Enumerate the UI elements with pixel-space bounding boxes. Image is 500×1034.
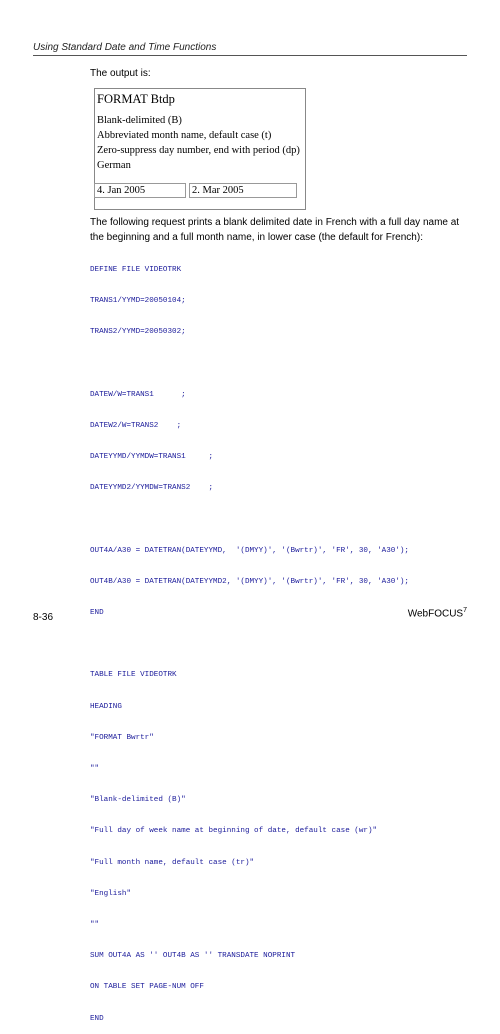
code-line: "" xyxy=(90,765,100,774)
code-line: DATEW2/W=TRANS2 ; xyxy=(90,421,182,430)
code-line: DATEYYMD2/YYMDW=TRANS2 ; xyxy=(90,484,214,493)
code-line: "" xyxy=(90,921,100,930)
code-line xyxy=(90,358,409,368)
output-line: Blank-delimited (B) xyxy=(97,115,182,126)
code-line: "Blank-delimited (B)" xyxy=(90,796,186,805)
code-line: END xyxy=(90,1014,104,1023)
code-line: DEFINE FILE VIDEOTRK xyxy=(90,265,182,274)
code-line: END xyxy=(90,609,104,618)
description-paragraph: The following request prints a blank delimited date in French with a full day name at the beginning and a full month name, in lower case (the default for French): xyxy=(90,217,460,243)
code-line: "Full day of week name at beginning of date, default case (wr)" xyxy=(90,827,378,836)
code-line: TRANS1/YYMD=20050104; xyxy=(90,297,186,306)
code-line: "FORMAT Bwrtr" xyxy=(90,733,154,742)
product-version: 7 xyxy=(463,607,467,614)
output-line: Abbreviated month name, default case (t) xyxy=(97,130,272,141)
code-line: OUT4A/A30 = DATETRAN(DATEYYMD, '(DMYY)', '(Bwrtr)', 'FR', 30, 'A30'); xyxy=(90,546,409,555)
code-listing xyxy=(90,244,409,1034)
code-line: DATEW/W=TRANS1 ; xyxy=(90,390,186,399)
code-line: SUM OUT4A AS '' OUT4B AS '' TRANSDATE NOPRINT xyxy=(90,952,296,961)
running-header: Using Standard Date and Time Functions xyxy=(33,42,217,53)
output-line: German xyxy=(97,160,131,171)
intro-text: The output is: xyxy=(90,68,151,79)
code-line: HEADING xyxy=(90,702,122,711)
code-line xyxy=(90,514,409,524)
output-cell: 4. Jan 2005 xyxy=(94,183,186,198)
header-rule xyxy=(33,55,467,56)
output-title: FORMAT Btdp xyxy=(97,92,175,106)
code-line: ON TABLE SET PAGE-NUM OFF xyxy=(90,983,204,992)
code-line: "Full month name, default case (tr)" xyxy=(90,858,255,867)
product-label: WebFOCUS xyxy=(407,608,464,620)
output-line: Zero-suppress day number, end with period (dp) xyxy=(97,145,300,156)
code-line: DATEYYMD/YYMDW=TRANS1 ; xyxy=(90,453,214,462)
code-line: OUT4B/A30 = DATETRAN(DATEYYMD2, '(DMYY)', '(Bwrtr)', 'FR', 30, 'A30'); xyxy=(90,577,409,586)
code-line xyxy=(90,639,409,649)
code-line: "English" xyxy=(90,889,132,898)
code-line: TABLE FILE VIDEOTRK xyxy=(90,671,177,680)
code-line: TRANS2/YYMD=20050302; xyxy=(90,328,186,337)
page-number: 8-36 xyxy=(33,612,54,623)
output-cell: 2. Mar 2005 xyxy=(189,183,297,198)
product-name xyxy=(408,607,467,619)
